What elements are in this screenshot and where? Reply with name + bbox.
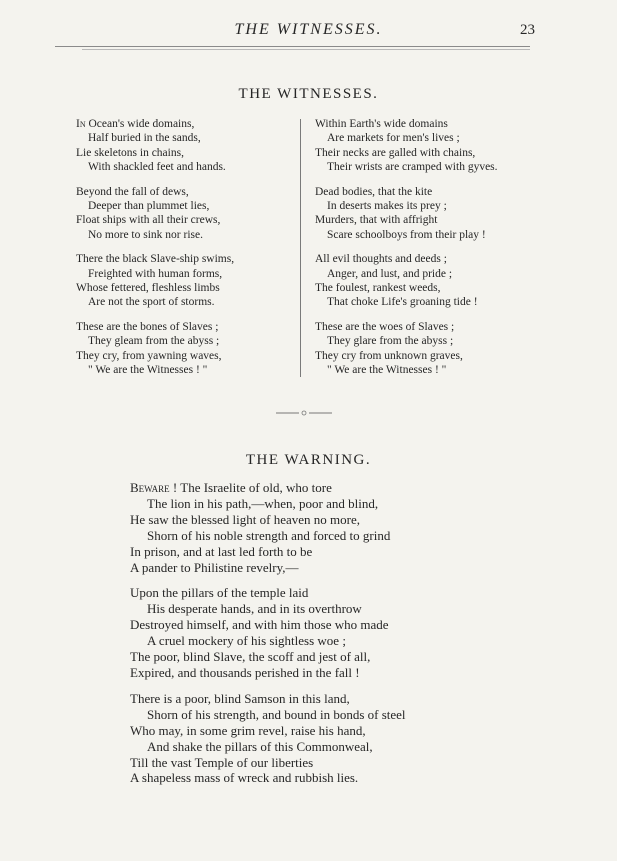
verse-line: In deserts makes its prey ;	[327, 199, 447, 212]
stanza	[130, 691, 570, 786]
verse-opening-word: Beware !	[130, 480, 178, 495]
verse-line: Who may, in some grim revel, raise his hand,	[130, 722, 366, 738]
verse-line: Their wrists are cramped with gyves.	[327, 160, 498, 173]
verse-line: His desperate hands, and in its overthrow	[147, 601, 362, 617]
verse-line: Anger, and lust, and pride ;	[327, 267, 453, 280]
verse-line: No more to sink nor rise.	[88, 228, 203, 241]
verse-line: There is a poor, blind Samson in this land,	[130, 690, 350, 706]
verse-line: Murders, that with affright	[315, 214, 438, 227]
stanza	[76, 117, 291, 174]
running-head	[0, 21, 617, 41]
stanza	[315, 320, 555, 377]
stanza	[315, 117, 555, 174]
verse-line-text: Ocean's wide domains,	[85, 118, 195, 130]
verse-line: They cry, from yawning waves,	[76, 349, 222, 362]
stanza	[315, 252, 555, 309]
verse-line: Lie skeletons in chains,	[76, 146, 184, 159]
poem-left-column	[76, 117, 291, 388]
verse-line: Whose fettered, fleshless limbs	[76, 281, 220, 294]
poem-title-warning: THE WARNING.	[245, 452, 372, 468]
page-number: 23	[520, 22, 535, 38]
verse-line: Half buried in the sands,	[88, 132, 201, 145]
verse-line: They gleam from the abyss ;	[88, 335, 220, 348]
verse-line: A pander to Philistine revelry,—	[130, 559, 299, 575]
verse-line: Till the vast Temple of our liberties	[130, 754, 314, 770]
verse-line: Shorn of his noble strength and forced to grind	[147, 527, 391, 543]
stanza	[76, 320, 291, 377]
verse-line: These are the woes of Slaves ;	[315, 321, 455, 334]
verse-line: The poor, blind Slave, the scoff and jest of all,	[130, 649, 371, 665]
verse-line-text: The Israelite of old, who tore	[177, 480, 332, 495]
verse-line: A shapeless mass of wreck and rubbish lies.	[130, 770, 359, 786]
verse-line	[130, 480, 570, 496]
verse-line: They glare from the abyss ;	[327, 335, 454, 348]
stanza	[130, 480, 570, 575]
column-divider	[300, 119, 301, 377]
verse-line: The foulest, rankest weeds,	[315, 281, 441, 294]
verse-line: With shackled feet and hands.	[88, 160, 226, 173]
verse-line: " We are the Witnesses ! "	[327, 363, 447, 376]
verse-line: Float ships with all their crews,	[76, 214, 221, 227]
verse-line: The lion in his path,—when, poor and blind,	[147, 495, 379, 511]
verse-line: There the black Slave-ship swims,	[76, 253, 235, 266]
section-ornament	[274, 409, 334, 417]
verse-line: These are the bones of Slaves ;	[76, 321, 219, 334]
verse-line: Are not the sport of storms.	[88, 296, 215, 309]
verse-line: Deeper than plummet lies,	[88, 199, 210, 212]
verse-line: Their necks are galled with chains,	[315, 146, 476, 159]
verse-line: Dead bodies, that the kite	[315, 185, 433, 198]
stanza	[76, 185, 291, 242]
verse-line: Beyond the fall of dews,	[76, 185, 189, 198]
verse-opening-word: In	[76, 118, 86, 130]
stanza	[76, 252, 291, 309]
verse-line: Upon the pillars of the temple laid	[130, 585, 309, 601]
stanza	[315, 185, 555, 242]
poem-right-column	[315, 117, 555, 388]
verse-line: And shake the pillars of this Commonweal,	[147, 738, 373, 754]
verse-line: Shorn of his strength, and bound in bonds of steel	[147, 706, 406, 722]
verse-line: In prison, and at last led forth to be	[130, 543, 313, 559]
poem-warning	[130, 480, 570, 796]
header-rule	[55, 46, 530, 47]
verse-line: Are markets for men's lives ;	[327, 132, 460, 145]
verse-line: Destroyed himself, and with him those who made	[130, 617, 389, 633]
verse-line	[76, 117, 291, 131]
verse-line: He saw the blessed light of heaven no more,	[130, 511, 360, 527]
verse-line: That choke Life's groaning tide !	[327, 296, 478, 309]
stanza	[130, 585, 570, 680]
verse-line: Expired, and thousands perished in the fall !	[130, 664, 360, 680]
verse-line: They cry from unknown graves,	[315, 349, 463, 362]
verse-line: Scare schoolboys from their play !	[327, 228, 486, 241]
header-rule-secondary	[82, 49, 530, 50]
verse-line: Freighted with human forms,	[88, 267, 223, 280]
verse-line: All evil thoughts and deeds ;	[315, 253, 447, 266]
running-head-title: THE WITNESSES.	[234, 21, 383, 38]
verse-line: " We are the Witnesses ! "	[88, 363, 208, 376]
verse-line: Within Earth's wide domains	[315, 118, 448, 130]
verse-line: A cruel mockery of his sightless woe ;	[147, 633, 346, 649]
poem-title-witnesses: THE WITNESSES.	[238, 86, 379, 102]
